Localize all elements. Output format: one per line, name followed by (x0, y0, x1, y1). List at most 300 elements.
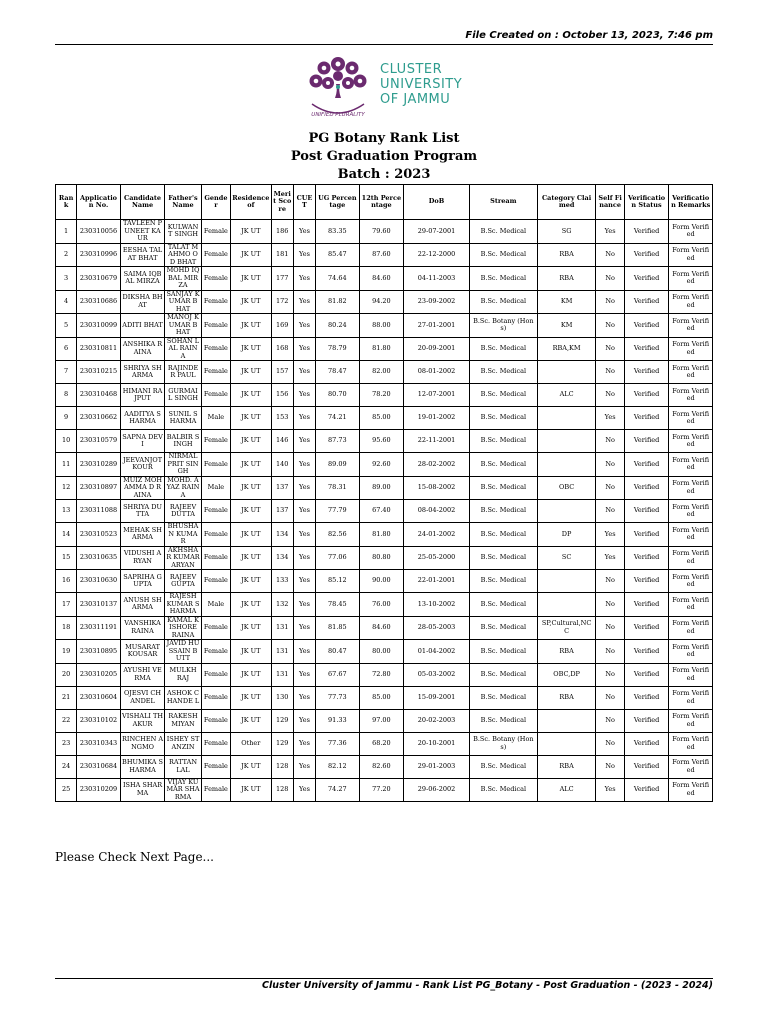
table-cell: Female (201, 570, 230, 593)
table-cell: VISHALI THAKUR (120, 709, 165, 732)
logo-line-1: CLUSTER (380, 62, 443, 77)
table-cell: 19 (56, 640, 77, 664)
table-cell: B.Sc. Medical (469, 267, 537, 291)
table-cell: Verified (624, 523, 669, 547)
table-cell: 230310343 (77, 732, 121, 755)
table-cell: 78.31 (316, 476, 360, 500)
table-row (56, 267, 713, 291)
table-cell: Verified (624, 361, 669, 384)
table-cell: 88.00 (359, 314, 404, 338)
table-cell: 15 (56, 546, 77, 570)
column-header: Rank (56, 185, 77, 220)
table-cell: Form Verified (669, 686, 713, 709)
table-cell (537, 453, 596, 477)
table-cell: 230310684 (77, 755, 121, 778)
table-cell: RBA (537, 243, 596, 267)
table-cell: 81.80 (359, 337, 404, 361)
table-cell: No (596, 361, 624, 384)
table-cell: RBA (537, 267, 596, 291)
table-cell: 130 (271, 686, 293, 709)
table-cell: Verified (624, 220, 669, 244)
table-cell: Yes (293, 500, 315, 523)
table-cell: 18 (56, 616, 77, 640)
document-titles (0, 130, 768, 184)
table-row (56, 523, 713, 547)
table-cell: 78.20 (359, 384, 404, 407)
table-row (56, 570, 713, 593)
table-cell: Form Verified (669, 337, 713, 361)
table-cell: 77.36 (316, 732, 360, 755)
table-cell: Female (201, 243, 230, 267)
table-cell: DIKSHA BHAT (120, 290, 165, 314)
table-cell: JK UT (231, 337, 271, 361)
table-cell: 21 (56, 686, 77, 709)
table-cell: Verified (624, 407, 669, 430)
table-cell: 3 (56, 267, 77, 291)
table-cell: No (596, 384, 624, 407)
table-cell: NIRMAL PRIT SINGH (165, 453, 201, 477)
table-cell (537, 709, 596, 732)
table-cell: Female (201, 640, 230, 664)
table-cell: Female (201, 755, 230, 778)
table-cell: RAJEEV GUPTA (165, 570, 201, 593)
table-cell: KM (537, 290, 596, 314)
table-cell: No (596, 267, 624, 291)
table-cell: B.Sc. Medical (469, 290, 537, 314)
table-cell: Form Verified (669, 314, 713, 338)
title-line-3: Batch : 2023 (337, 167, 431, 182)
table-cell: 92.60 (359, 453, 404, 477)
table-cell: 156 (271, 384, 293, 407)
table-cell: No (596, 243, 624, 267)
table-cell: 8 (56, 384, 77, 407)
table-cell: TALAT MAHMO OD BHAT (165, 243, 201, 267)
column-header: Gender (201, 185, 230, 220)
table-cell: B.Sc. Medical (469, 523, 537, 547)
table-cell: JK UT (231, 220, 271, 244)
table-cell: 230310679 (77, 267, 121, 291)
table-cell: 90.00 (359, 570, 404, 593)
table-cell: Form Verified (669, 476, 713, 500)
table-cell: Verified (624, 593, 669, 617)
table-cell: ASHOK CHANDE L (165, 686, 201, 709)
table-cell (537, 430, 596, 453)
table-cell: 82.60 (359, 755, 404, 778)
table-cell: Verified (624, 709, 669, 732)
table-cell: AADITYA SHARMA (120, 407, 165, 430)
table-cell: 27-01-2001 (404, 314, 470, 338)
table-cell: 68.20 (359, 732, 404, 755)
table-row (56, 407, 713, 430)
table-cell: JK UT (231, 267, 271, 291)
table-cell: B.Sc. Medical (469, 663, 537, 686)
table-cell: No (596, 616, 624, 640)
table-cell: 81.80 (359, 523, 404, 547)
table-cell: 78.79 (316, 337, 360, 361)
table-cell: SC (537, 546, 596, 570)
logo-line-2: UNIVERSITY (380, 77, 463, 92)
table-cell: 230310895 (77, 640, 121, 664)
table-cell: JK UT (231, 593, 271, 617)
table-cell: 87.60 (359, 243, 404, 267)
table-row (56, 616, 713, 640)
table-cell: ADITI BHAT (120, 314, 165, 338)
table-cell: 134 (271, 523, 293, 547)
table-cell: 15-09-2001 (404, 686, 470, 709)
table-cell (537, 732, 596, 755)
table-cell: 230310662 (77, 407, 121, 430)
table-cell: Verified (624, 337, 669, 361)
table-cell: Female (201, 732, 230, 755)
table-cell: Form Verified (669, 546, 713, 570)
table-cell: 78.45 (316, 593, 360, 617)
table-cell: SAIMA IQBAL MIRZA (120, 267, 165, 291)
table-cell: Yes (596, 546, 624, 570)
table-cell: Verified (624, 476, 669, 500)
column-header: Residence of (231, 185, 271, 220)
table-cell: VIDUSHI ARYAN (120, 546, 165, 570)
table-cell: Female (201, 453, 230, 477)
table-cell: 29-06-2002 (404, 778, 470, 802)
table-cell: Form Verified (669, 267, 713, 291)
table-cell: ISHA SHARMA (120, 778, 165, 802)
table-cell: 230310996 (77, 243, 121, 267)
rank-list-table (55, 184, 713, 802)
table-cell: MANOJ KUMAR BHAT (165, 314, 201, 338)
table-cell: MUIZ MOHAMMA D RAINA (120, 476, 165, 500)
table-cell: 23 (56, 732, 77, 755)
table-cell: Female (201, 220, 230, 244)
table-cell: B.Sc. Medical (469, 243, 537, 267)
table-cell: 20 (56, 663, 77, 686)
table-cell: Yes (293, 314, 315, 338)
table-cell: 230311191 (77, 616, 121, 640)
table-cell: JK UT (231, 384, 271, 407)
table-cell: 22 (56, 709, 77, 732)
table-cell: Form Verified (669, 361, 713, 384)
table-cell: No (596, 663, 624, 686)
table-cell: Verified (624, 778, 669, 802)
table-cell: B.Sc. Medical (469, 778, 537, 802)
table-cell: 15-08-2002 (404, 476, 470, 500)
table-cell: AYUSHI VERMA (120, 663, 165, 686)
table-cell: 74.64 (316, 267, 360, 291)
table-cell: JK UT (231, 709, 271, 732)
table-cell: JK UT (231, 361, 271, 384)
table-row (56, 430, 713, 453)
table-row (56, 732, 713, 755)
column-header: UG Percentage (316, 185, 360, 220)
table-row (56, 546, 713, 570)
table-cell: 95.60 (359, 430, 404, 453)
table-cell: Female (201, 523, 230, 547)
table-cell: B.Sc. Botany (Hons) (469, 732, 537, 755)
table-cell: Verified (624, 755, 669, 778)
table-cell: No (596, 755, 624, 778)
university-logo (302, 54, 472, 124)
table-cell: 186 (271, 220, 293, 244)
table-cell: MOHD. AYAZ RAINA (166, 476, 200, 499)
table-cell: 74.27 (316, 778, 360, 802)
table-cell: JK UT (231, 290, 271, 314)
table-cell: RINCHEN ANGMO (120, 732, 165, 755)
table-cell: Verified (624, 640, 669, 664)
table-cell: 84.60 (359, 616, 404, 640)
table-cell: 94.20 (359, 290, 404, 314)
table-cell: OBC,DP (537, 663, 596, 686)
table-cell: 230310604 (77, 686, 121, 709)
table-cell: 5 (56, 314, 77, 338)
table-cell: Yes (293, 732, 315, 755)
table-cell: 84.60 (359, 267, 404, 291)
table-cell: Form Verified (669, 430, 713, 453)
table-cell: 20-10-2001 (404, 732, 470, 755)
table-cell: Yes (293, 476, 315, 500)
table-cell: SHRIYA DUTTA (120, 500, 165, 523)
table-cell: SAPRIHA GUPTA (120, 570, 165, 593)
table-cell: Yes (293, 640, 315, 664)
table-cell: ISHEY STANZIN (165, 732, 201, 755)
column-header: Verification Status (624, 185, 669, 220)
table-cell: B.Sc. Medical (469, 430, 537, 453)
table-cell: B.Sc. Medical (469, 616, 537, 640)
table-cell: No (596, 430, 624, 453)
table-row (56, 686, 713, 709)
table-cell: 128 (271, 755, 293, 778)
table-cell: 168 (271, 337, 293, 361)
table-cell: B.Sc. Medical (469, 476, 537, 500)
table-cell: Female (201, 290, 230, 314)
table-cell: SANJAY KUMAR BHAT (166, 290, 200, 313)
table-cell: 230310209 (77, 778, 121, 802)
table-cell: 76.00 (359, 593, 404, 617)
table-cell: Form Verified (669, 640, 713, 664)
table-cell: OJESVI CHANDEL (120, 686, 165, 709)
table-cell: VANSHIKA RAINA (120, 616, 165, 640)
table-cell: B.Sc. Medical (469, 570, 537, 593)
table-cell: Yes (293, 430, 315, 453)
table-header-row (56, 185, 713, 220)
table-cell: 2 (56, 243, 77, 267)
table-cell: 230310897 (77, 476, 121, 500)
table-cell: 29-01-2003 (404, 755, 470, 778)
table-cell: B.Sc. Botany (Hons) (469, 314, 537, 338)
table-cell: 134 (271, 546, 293, 570)
table-cell: No (596, 337, 624, 361)
table-cell: 146 (271, 430, 293, 453)
table-cell: Yes (293, 220, 315, 244)
table-cell: 72.80 (359, 663, 404, 686)
table-cell: 22-12-2000 (404, 243, 470, 267)
table-cell: No (596, 640, 624, 664)
table-cell: RBA,KM (537, 337, 596, 361)
table-cell: 82.56 (316, 523, 360, 547)
table-cell: 85.00 (359, 407, 404, 430)
table-cell: SUNIL SHARMA (165, 407, 201, 430)
table-cell: No (596, 314, 624, 338)
table-cell: Form Verified (669, 290, 713, 314)
table-cell: No (596, 570, 624, 593)
table-cell: KULWAN T SINGH (165, 220, 201, 244)
table-cell: 17 (56, 593, 77, 617)
table-cell: 230310468 (77, 384, 121, 407)
table-cell: No (596, 709, 624, 732)
table-cell: Form Verified (669, 663, 713, 686)
table-cell: Verified (624, 243, 669, 267)
table-cell: Female (201, 709, 230, 732)
table-cell: No (596, 500, 624, 523)
table-cell: 08-01-2002 (404, 361, 470, 384)
table-cell: 4 (56, 290, 77, 314)
table-cell: Yes (293, 570, 315, 593)
table-row (56, 778, 713, 802)
table-cell: 230310137 (77, 593, 121, 617)
table-cell: Female (201, 384, 230, 407)
table-cell: JK UT (231, 476, 271, 500)
table-cell: Yes (596, 407, 624, 430)
table-cell: 169 (271, 314, 293, 338)
table-cell: Form Verified (669, 384, 713, 407)
table-row (56, 500, 713, 523)
table-cell (537, 500, 596, 523)
table-cell: Verified (624, 732, 669, 755)
table-cell: Verified (624, 290, 669, 314)
table-cell: 79.60 (359, 220, 404, 244)
table-cell: MOHD IQBAL MIRZA (166, 266, 200, 289)
table-cell: 230310630 (77, 570, 121, 593)
table-cell: B.Sc. Medical (469, 640, 537, 664)
table-cell: Form Verified (669, 570, 713, 593)
table-cell: TAVLEEN PUNEET KAUR (120, 220, 165, 244)
table-cell: 153 (271, 407, 293, 430)
table-cell: Yes (293, 546, 315, 570)
table-cell: Verified (624, 686, 669, 709)
table-cell: JK UT (231, 570, 271, 593)
table-row (56, 640, 713, 664)
table-cell: 91.33 (316, 709, 360, 732)
table-cell: 22-11-2001 (404, 430, 470, 453)
table-cell: 13-10-2002 (404, 593, 470, 617)
table-cell: VIJAY KUMAR SHARMA (166, 778, 200, 801)
table-cell: 04-11-2003 (404, 267, 470, 291)
table-cell: Yes (293, 593, 315, 617)
table-cell: Verified (624, 570, 669, 593)
table-cell: SAPNA DEVI (120, 430, 165, 453)
table-cell: 24 (56, 755, 77, 778)
table-row (56, 593, 713, 617)
table-cell: HIMANI RAJPUT (120, 384, 165, 407)
table-row (56, 314, 713, 338)
table-cell: 80.47 (316, 640, 360, 664)
table-row (56, 755, 713, 778)
table-cell: 157 (271, 361, 293, 384)
table-cell: 81.85 (316, 616, 360, 640)
table-cell: B.Sc. Medical (469, 407, 537, 430)
table-cell: Form Verified (669, 709, 713, 732)
table-cell: RAJINDE R PAUL (165, 361, 201, 384)
table-cell: JK UT (231, 523, 271, 547)
table-cell: B.Sc. Medical (469, 500, 537, 523)
table-cell: 01-04-2002 (404, 640, 470, 664)
table-cell: JK UT (231, 243, 271, 267)
table-cell: Yes (293, 686, 315, 709)
table-cell: No (596, 453, 624, 477)
table-cell: Yes (293, 778, 315, 802)
table-cell: 87.73 (316, 430, 360, 453)
table-cell: 230310289 (77, 453, 121, 477)
logo-motto: UNIFIED PLURALITY (311, 112, 365, 118)
table-cell: JK UT (231, 453, 271, 477)
title-line-1: PG Botany Rank List (308, 131, 460, 146)
table-cell: RAJEEV DUTTA (165, 500, 201, 523)
table-cell: 80.70 (316, 384, 360, 407)
table-cell: Verified (624, 616, 669, 640)
table-cell: Verified (624, 430, 669, 453)
table-cell: Female (201, 778, 230, 802)
table-cell: 85.47 (316, 243, 360, 267)
table-cell (537, 407, 596, 430)
title-line-2: Post Graduation Program (290, 149, 478, 164)
table-cell: RBA (537, 755, 596, 778)
table-cell (537, 361, 596, 384)
table-cell: B.Sc. Medical (469, 546, 537, 570)
table-cell: 172 (271, 290, 293, 314)
table-cell: 77.20 (359, 778, 404, 802)
table-cell: JK UT (231, 778, 271, 802)
column-header: Merit Score (271, 185, 293, 220)
table-cell: 80.24 (316, 314, 360, 338)
table-cell: 133 (271, 570, 293, 593)
table-cell: Other (231, 732, 271, 755)
table-cell: Yes (293, 361, 315, 384)
table-cell: Form Verified (669, 616, 713, 640)
table-cell: 74.21 (316, 407, 360, 430)
column-header: DoB (404, 185, 470, 220)
table-cell: 132 (271, 593, 293, 617)
table-cell: Verified (624, 663, 669, 686)
table-cell: 230310099 (77, 314, 121, 338)
table-cell: KM (537, 314, 596, 338)
table-cell: Yes (293, 290, 315, 314)
table-cell: No (596, 476, 624, 500)
table-cell: 230310579 (77, 430, 121, 453)
table-row (56, 663, 713, 686)
table-cell: MUSARAT KOUSAR (120, 640, 165, 664)
table-cell: 05-03-2002 (404, 663, 470, 686)
table-row (56, 476, 713, 500)
column-header: Candidate Name (120, 185, 165, 220)
table-cell: Yes (293, 243, 315, 267)
table-cell: 28-02-2002 (404, 453, 470, 477)
table-cell: 20-02-2003 (404, 709, 470, 732)
column-header: CUET (293, 185, 315, 220)
table-cell: 6 (56, 337, 77, 361)
table-cell: 230310205 (77, 663, 121, 686)
table-cell: Female (201, 686, 230, 709)
table-cell: 78.47 (316, 361, 360, 384)
table-cell: 89.09 (316, 453, 360, 477)
file-created-text: File Created on : October 13, 2023, 7:46 pm (465, 30, 713, 41)
table-cell: B.Sc. Medical (469, 384, 537, 407)
table-cell: JK UT (231, 663, 271, 686)
table-cell: OBC (537, 476, 596, 500)
table-cell: Verified (624, 314, 669, 338)
table-cell: RBA (537, 686, 596, 709)
table-cell: AKHSHA R KUMAR ARYAN (166, 546, 200, 569)
table-cell: Verified (624, 267, 669, 291)
table-cell: 230310102 (77, 709, 121, 732)
column-header: Stream (469, 185, 537, 220)
